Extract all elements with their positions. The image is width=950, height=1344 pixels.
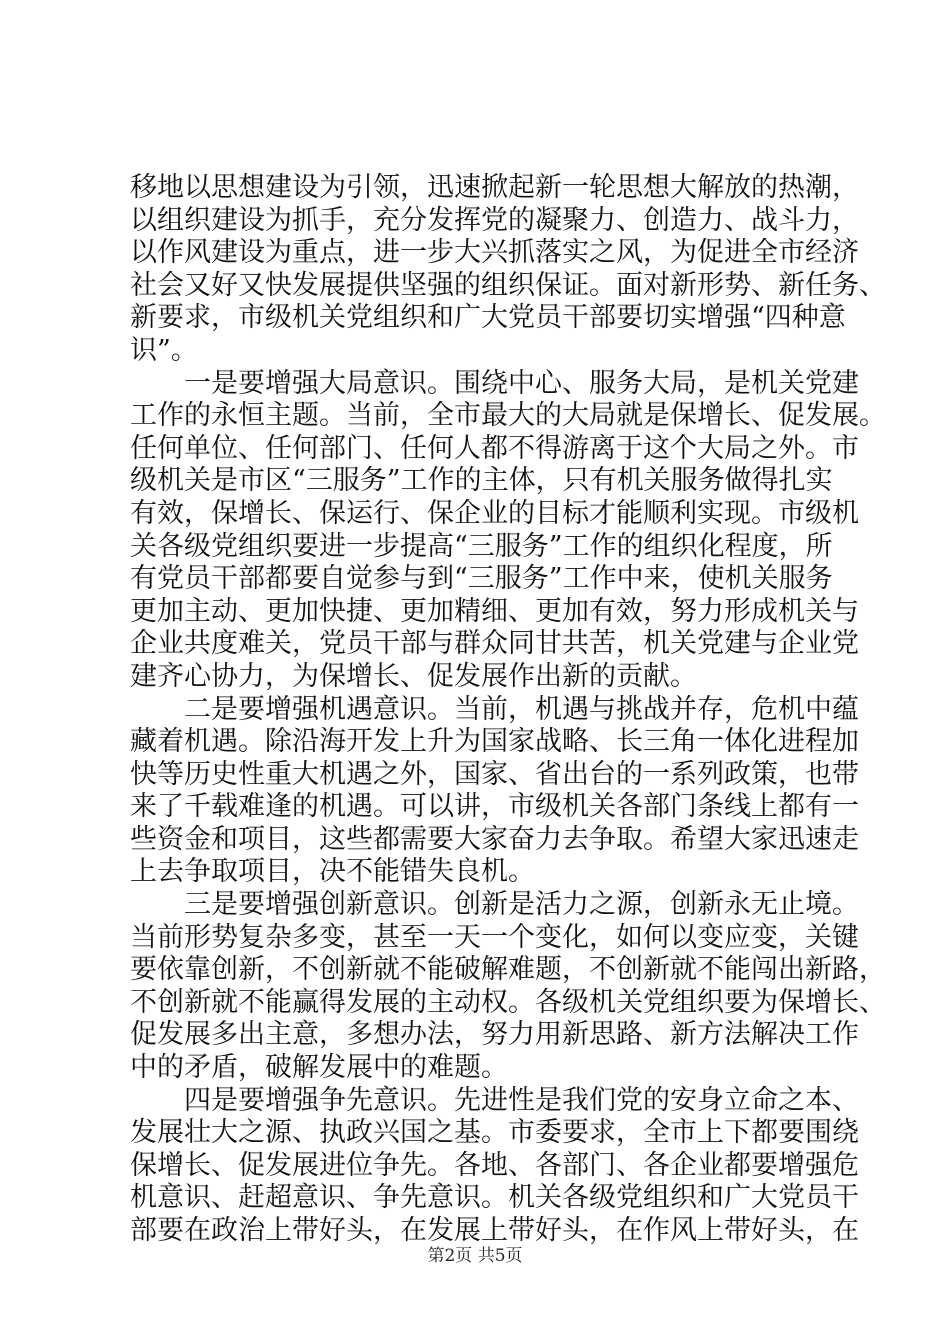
- text-line: 关各级党组织要进一步提高“三服务”工作的组织化程度，所: [130, 530, 833, 562]
- text-line: 任何单位、任何部门、任何人都不得游离于这个大局之外。市: [130, 432, 859, 464]
- text-line: 级机关是市区“三服务”工作的主体，只有机关服务做得扎实: [130, 465, 833, 497]
- text-line: 要依靠创新，不创新就不能破解难题，不创新就不能闯出新路，: [130, 954, 886, 986]
- text-line: 识”。: [130, 334, 198, 366]
- text-line: 有效，保增长、保运行、保企业的目标才能顺利实现。市级机: [130, 497, 859, 529]
- text-line: 不创新就不能赢得发展的主动权。各级机关党组织要为保增长、: [130, 986, 886, 1018]
- text-line: 部要在政治上带好头，在发展上带好头，在作风上带好头，在: [130, 1215, 859, 1246]
- text-line: 上去争取项目，决不能错失良机。: [130, 856, 535, 888]
- text-line: 以作风建设为重点，进一步大兴抓落实之风，为促进全市经济: [130, 237, 859, 269]
- text-line: 促发展多出主意，多想办法，努力用新思路、新方法解决工作: [130, 1019, 859, 1051]
- text-line: 当前形势复杂多变，甚至一天一个变化，如何以变应变，关键: [130, 921, 859, 953]
- text-line: 四是要增强争先意识。先进性是我们党的安身立命之本、: [184, 1084, 859, 1116]
- text-line: 机意识、赶超意识、争先意识。机关各级党组织和广大党员干: [130, 1182, 859, 1214]
- text-line: 企业共度难关，党员干部与群众同甘共苦，机关党建与企业党: [130, 628, 859, 660]
- text-line: 些资金和项目，这些都需要大家奋力去争取。希望大家迅速走: [130, 823, 859, 855]
- text-line: 中的矛盾，破解发展中的难题。: [130, 1052, 508, 1084]
- text-line: 更加主动、更加快捷、更加精细、更加有效，努力形成机关与: [130, 595, 859, 627]
- document-body: [130, 172, 886, 1248]
- text-line: 发展壮大之源、执政兴国之基。市委要求，全市上下都要围绕: [130, 1117, 859, 1149]
- text-line: 来了千载难逢的机遇。可以讲，市级机关各部门条线上都有一: [130, 791, 859, 823]
- text-line: 社会又好又快发展提供坚强的组织保证。面对新形势、新任务、: [130, 269, 886, 301]
- text-line: 保增长、促发展进位争先。各地、各部门、各企业都要增强危: [130, 1149, 859, 1181]
- text-line: 以组织建设为抓手，充分发挥党的凝聚力、创造力、战斗力，: [130, 204, 859, 236]
- text-line: 快等历史性重大机遇之外，国家、省出台的一系列政策，也带: [130, 758, 859, 790]
- text-line: 二是要增强机遇意识。当前，机遇与挑战并存，危机中蕴: [184, 693, 859, 725]
- text-line: 工作的永恒主题。当前，全市最大的大局就是保增长、促发展。: [130, 400, 886, 432]
- text-line: 三是要增强创新意识。创新是活力之源，创新永无止境。: [184, 889, 859, 921]
- page-footer: 第2页 共5页: [427, 1246, 523, 1266]
- text-line: 移地以思想建设为引领，迅速掀起新一轮思想大解放的热潮，: [130, 172, 859, 203]
- text-line: 新要求，市级机关党组织和广大党员干部要切实增强“四种意: [130, 302, 846, 334]
- text-line: 一是要增强大局意识。围绕中心、服务大局，是机关党建: [184, 367, 859, 399]
- text-line: 藏着机遇。除沿海开发上升为国家战略、长三角一体化进程加: [130, 726, 859, 758]
- text-line: 建齐心协力，为保增长、促发展作出新的贡献。: [130, 660, 697, 692]
- text-line: 有党员干部都要自觉参与到“三服务”工作中来，使机关服务: [130, 563, 833, 595]
